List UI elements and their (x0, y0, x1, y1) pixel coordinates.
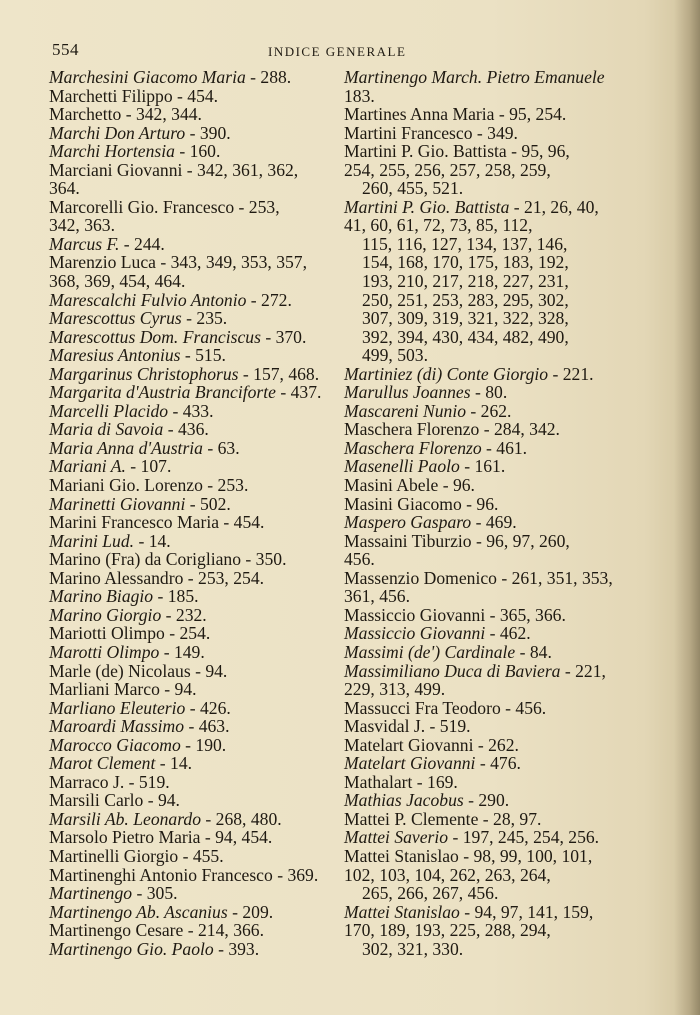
entry-page-refs: - 84. (515, 641, 552, 662)
entry-name: Maria Anna d'Austria (49, 437, 203, 458)
index-entry (344, 754, 624, 773)
index-entry (344, 124, 624, 143)
entry-page-refs: - 290. (463, 790, 510, 811)
index-entry (344, 810, 624, 829)
entry-name: Marescalchi Fulvio Antonio (49, 289, 247, 310)
index-entry (344, 736, 624, 755)
entry-page-refs: - 95, 96, (506, 141, 570, 162)
index-entry (49, 532, 325, 551)
entry-name: Matelart Giovanni (344, 753, 476, 774)
entry-page-refs: - 454. (219, 512, 265, 533)
index-entry (344, 717, 624, 736)
entry-name: Marcus F. (49, 233, 120, 254)
index-entry (49, 383, 325, 402)
entry-page-refs: - 390. (185, 122, 231, 143)
index-entry (344, 699, 624, 718)
entry-name: Marocco Giacomo (49, 734, 181, 755)
index-entry (49, 457, 325, 476)
entry-name: Martinenghi Antonio Francesco (49, 864, 273, 885)
entry-page-refs: - 437. (275, 382, 322, 403)
index-entry (344, 142, 624, 198)
entry-name: Maresius Antonius (49, 345, 181, 366)
index-entry (344, 606, 624, 625)
entry-name: Marchi Don Arturo (49, 122, 186, 143)
index-entry (49, 884, 325, 903)
entry-page-refs: - 342, 361, 362, (182, 159, 299, 180)
index-entry (49, 235, 325, 254)
index-entry (49, 940, 325, 959)
index-entry (344, 847, 624, 903)
entry-page-refs: - 454. (172, 85, 219, 106)
index-entry (344, 569, 624, 606)
entry-name: Mariani Gio. Lorenzo (49, 475, 203, 496)
entry-page-refs: - 469. (471, 512, 517, 533)
entry-name: Marino Alessandro (49, 567, 184, 588)
entry-name: Marchetti Filippo (49, 85, 173, 106)
entry-name: Marullus Joannes (344, 382, 471, 403)
index-entry (49, 476, 325, 495)
entry-page-refs: - 515. (180, 345, 226, 366)
entry-name: Margarinus Christophorus (49, 363, 239, 384)
index-entry (344, 457, 624, 476)
index-entry (344, 773, 624, 792)
entry-page-refs: - 95, 254. (494, 104, 567, 125)
entry-page-refs: - 476. (475, 753, 521, 774)
entry-page-refs: - 261, 351, 353, (496, 567, 613, 588)
entry-name: Martini P. Gio. Battista (344, 196, 510, 217)
entry-page-refs: - 235. (181, 308, 228, 329)
index-entry (49, 439, 325, 458)
entry-name: Masenelli Paolo (344, 456, 460, 477)
entry-name: Marinetti Giovanni (49, 493, 186, 514)
entry-name: Massimi (de') Cardinale (344, 641, 516, 662)
index-entry (344, 198, 624, 365)
entry-page-refs: - 160. (174, 141, 221, 162)
entry-page-refs: - 214, 366. (183, 920, 264, 941)
entry-name: Marchetto (49, 104, 122, 125)
entry-page-refs: - 197, 245, 254, 256. (448, 827, 600, 848)
entry-page-refs-continued: 41, 60, 61, 72, 73, 85, 112, 115, 116, 127, 134, 137, 146, 154, 168, 170, 175, 183, 192, 193, 210, 217, 218, 227, 231, 250, 251, 253, 283, 295, 302, 307, 309, 319, 321, 322, 328, 392, 394, 430, 434, 482, 490, 499, 503. (344, 215, 569, 366)
entry-page-refs: - 262. (473, 734, 519, 755)
index-entry (49, 736, 325, 755)
index-entry (344, 105, 624, 124)
entry-page-refs: - 107. (125, 456, 172, 477)
entry-page-refs: - 190. (180, 734, 227, 755)
index-entry (49, 309, 325, 328)
entry-name: Massimiliano Duca di Baviera (344, 660, 561, 681)
index-entry (49, 903, 325, 922)
entry-name: Masini Abele (344, 475, 439, 496)
entry-name: Marotti Olimpo (49, 641, 160, 662)
entry-page-refs: - 433. (168, 400, 214, 421)
entry-name: Mathalart (344, 771, 413, 792)
entry-name: Maschera Florenzo (344, 419, 480, 440)
entry-name: Matelart Giovanni (344, 734, 474, 755)
entry-name: Massiccio Giovanni (344, 623, 486, 644)
index-entry (49, 866, 325, 885)
binding-shadow (674, 0, 700, 1015)
entry-name: Martinengo Ab. Ascanius (49, 901, 228, 922)
entry-page-refs: - 463. (184, 716, 230, 737)
entry-name: Massucci Fra Teodoro (344, 697, 501, 718)
index-entry (49, 847, 325, 866)
entry-name: Martinengo Cesare (49, 920, 184, 941)
entry-name: Mattei Saverio (344, 827, 449, 848)
index-entry (49, 680, 325, 699)
index-entry (49, 495, 325, 514)
index-entry (49, 198, 325, 235)
index-entry (49, 754, 325, 773)
entry-page-refs: - 288. (245, 67, 292, 87)
index-entry (49, 699, 325, 718)
entry-page-refs: - 305. (132, 883, 178, 904)
entry-name: Marini Lud. (49, 530, 135, 551)
index-entry (49, 828, 325, 847)
entry-page-refs: - 28, 97. (478, 808, 542, 829)
entry-name: Martinengo March. Pietro Emanuele (344, 67, 605, 87)
entry-name: Marsolo Pietro Maria (49, 827, 201, 848)
entry-page-refs: - 461. (481, 437, 528, 458)
entry-page-refs: - 232. (161, 604, 207, 625)
entry-name: Marsili Ab. Leonardo (49, 808, 202, 829)
index-entry (344, 643, 624, 662)
entry-page-refs: - 244. (119, 233, 165, 254)
index-entry (49, 87, 325, 106)
entry-name: Mattei P. Clemente (344, 808, 479, 829)
entry-page-refs: - 253, 254. (183, 567, 265, 588)
entry-name: Martinengo Gio. Paolo (49, 938, 214, 959)
entry-page-refs: - 96. (461, 493, 499, 514)
entry-page-refs: - 342, 344. (121, 104, 202, 125)
entry-page-refs: - 169. (412, 771, 458, 792)
entry-page-refs: - 370. (260, 326, 307, 347)
entry-page-refs: - 209. (227, 901, 274, 922)
entry-page-refs: - 462. (485, 623, 531, 644)
entry-page-refs-continued: 183. (344, 85, 375, 106)
entry-name: Mascareni Nunio (344, 400, 467, 421)
entry-page-refs-continued: 364. (49, 178, 80, 199)
entry-name: Marle (de) Nicolaus (49, 660, 191, 681)
index-entry (49, 124, 325, 143)
entry-name: Martinelli Giorgio (49, 845, 179, 866)
index-entry (344, 513, 624, 532)
entry-page-refs: - 426. (185, 697, 231, 718)
entry-page-refs: - 157, 468. (238, 363, 320, 384)
entry-name: Marino (Fra) da Corigliano (49, 549, 242, 570)
entry-page-refs: - 63. (202, 437, 240, 458)
index-entry (344, 624, 624, 643)
index-entry (344, 476, 624, 495)
index-entry (344, 402, 624, 421)
entry-name: Massenzio Domenico (344, 567, 497, 588)
entry-name: Mattei Stanislao (344, 901, 460, 922)
index-entry (344, 383, 624, 402)
entry-page-refs: - 221. (548, 363, 594, 384)
index-entry (344, 828, 624, 847)
entry-name: Marino Biagio (49, 586, 154, 607)
entry-page-refs: - 502. (185, 493, 231, 514)
entry-name: Maschera Florenzo (344, 437, 482, 458)
index-column-right (344, 68, 624, 958)
index-column-left (49, 68, 325, 958)
entry-page-refs: - 253, (234, 196, 280, 217)
index-entry (49, 810, 325, 829)
index-entry (49, 142, 325, 161)
entry-name: Martines Anna Maria (344, 104, 495, 125)
index-entry (344, 532, 624, 569)
entry-name: Masini Giacomo (344, 493, 462, 514)
entry-name: Marenzio Luca (49, 252, 156, 273)
entry-name: Martiniez (di) Conte Giorgio (344, 363, 549, 384)
index-entry (49, 624, 325, 643)
index-entry (49, 161, 325, 198)
entry-page-refs: - 185. (153, 586, 199, 607)
entry-page-refs-continued: 102, 103, 104, 262, 263, 264, 265, 266, 267, 456. (344, 864, 551, 904)
page-number: 554 (52, 40, 79, 59)
running-head: INDICE GENERALE (268, 44, 407, 59)
entry-page-refs: - 365, 366. (485, 604, 566, 625)
entry-page-refs: - 80. (470, 382, 508, 403)
entry-page-refs: - 350. (241, 549, 287, 570)
entry-name: Martini Francesco (344, 122, 473, 143)
entry-page-refs: - 94. (190, 660, 228, 681)
entry-name: Marraco J. (49, 771, 125, 792)
index-entry (49, 550, 325, 569)
index-entry (49, 773, 325, 792)
entry-name: Massaini Tiburzio (344, 530, 472, 551)
entry-name: Masvidal J. (344, 716, 426, 737)
entry-page-refs-continued: 342, 363. (49, 215, 115, 236)
entry-page-refs-continued: 456. (344, 549, 375, 570)
entry-name: Martini P. Gio. Battista (344, 141, 507, 162)
entry-page-refs: - 254. (164, 623, 211, 644)
index-entry (49, 717, 325, 736)
entry-name: Marchesini Giacomo Maria (49, 67, 246, 87)
index-entry (344, 68, 624, 105)
entry-name: Marini Francesco Maria (49, 512, 220, 533)
entry-page-refs-continued: 254, 255, 256, 257, 258, 259, 260, 455, 521. (344, 159, 551, 199)
entry-page-refs: - 519. (425, 716, 471, 737)
entry-page-refs-continued: 170, 189, 193, 225, 288, 294, 302, 321, 330. (344, 920, 551, 959)
entry-name: Marescottus Dom. Franciscus (49, 326, 261, 347)
index-entry (344, 495, 624, 514)
entry-name: Maria di Savoia (49, 419, 164, 440)
entry-page-refs: - 253. (202, 475, 249, 496)
entry-page-refs: - 94. (143, 790, 180, 811)
entry-name: Mathias Jacobus (344, 790, 464, 811)
entry-name: Mattei Stanislao (344, 845, 459, 866)
entry-name: Marliano Eleuterio (49, 697, 186, 718)
index-entry (49, 291, 325, 310)
entry-page-refs: - 455. (178, 845, 224, 866)
entry-page-refs: - 94, 454. (200, 827, 273, 848)
index-entry (49, 328, 325, 347)
entry-page-refs: - 161. (459, 456, 506, 477)
index-entry (49, 662, 325, 681)
entry-page-refs-continued: 361, 456. (344, 586, 410, 607)
entry-name: Mariotti Olimpo (49, 623, 165, 644)
entry-page-refs: - 98, 99, 100, 101, (458, 845, 593, 866)
entry-name: Maspero Gasparo (344, 512, 472, 533)
entry-name: Massiccio Giovanni (344, 604, 486, 625)
entry-name: Marescottus Cyrus (49, 308, 182, 329)
entry-page-refs: - 393. (213, 938, 260, 959)
entry-name: Mariani A. (49, 456, 126, 477)
entry-page-refs-continued: 368, 369, 454, 464. (49, 271, 186, 292)
entry-page-refs: - 349. (472, 122, 518, 143)
entry-page-refs: - 268, 480. (201, 808, 282, 829)
index-entry (49, 791, 325, 810)
entry-page-refs: - 272. (246, 289, 292, 310)
entry-page-refs: - 221, (560, 660, 606, 681)
entry-name: Marciani Giovanni (49, 159, 183, 180)
entry-name: Marino Giorgio (49, 604, 162, 625)
index-entry (49, 606, 325, 625)
entry-name: Marchi Hortensia (49, 141, 175, 162)
index-entry (49, 643, 325, 662)
entry-page-refs: - 436. (163, 419, 209, 440)
index-entry (49, 68, 325, 87)
index-entry (49, 105, 325, 124)
entry-name: Marcorelli Gio. Francesco (49, 196, 235, 217)
entry-name: Marsili Carlo (49, 790, 144, 811)
entry-page-refs: - 343, 349, 353, 357, (155, 252, 307, 273)
index-entry (49, 346, 325, 365)
index-entry (344, 662, 624, 699)
entry-name: Marot Clement (49, 753, 156, 774)
index-entry (49, 402, 325, 421)
index-entry (344, 439, 624, 458)
entry-page-refs: - 94, 97, 141, 159, (459, 901, 594, 922)
entry-name: Margarita d'Austria Branciforte (49, 382, 276, 403)
entry-page-refs: - 96. (438, 475, 475, 496)
entry-page-refs: - 96, 97, 260, (471, 530, 570, 551)
index-entry (344, 365, 624, 384)
entry-page-refs: - 94. (159, 679, 197, 700)
index-entry (49, 253, 325, 290)
index-entry (49, 420, 325, 439)
entry-page-refs: - 149. (159, 641, 205, 662)
index-entry (344, 903, 624, 959)
entry-name: Martinengo (49, 883, 133, 904)
entry-page-refs: - 21, 26, 40, (509, 196, 599, 217)
entry-page-refs: - 14. (134, 530, 171, 551)
entry-name: Marcelli Placido (49, 400, 169, 421)
index-entry (344, 420, 624, 439)
entry-page-refs: - 14. (155, 753, 193, 774)
index-entry (49, 569, 325, 588)
index-entry (49, 921, 325, 940)
entry-page-refs: - 369. (272, 864, 319, 885)
entry-page-refs: - 519. (124, 771, 170, 792)
entry-page-refs: - 262. (466, 400, 512, 421)
index-entry (49, 365, 325, 384)
index-entry (344, 791, 624, 810)
entry-name: Maroardi Massimo (49, 716, 185, 737)
index-entry (49, 513, 325, 532)
entry-name: Marliani Marco (49, 679, 160, 700)
entry-page-refs-continued: 229, 313, 499. (344, 679, 446, 700)
index-entry (49, 587, 325, 606)
entry-page-refs: - 284, 342. (479, 419, 560, 440)
entry-page-refs: - 456. (500, 697, 547, 718)
